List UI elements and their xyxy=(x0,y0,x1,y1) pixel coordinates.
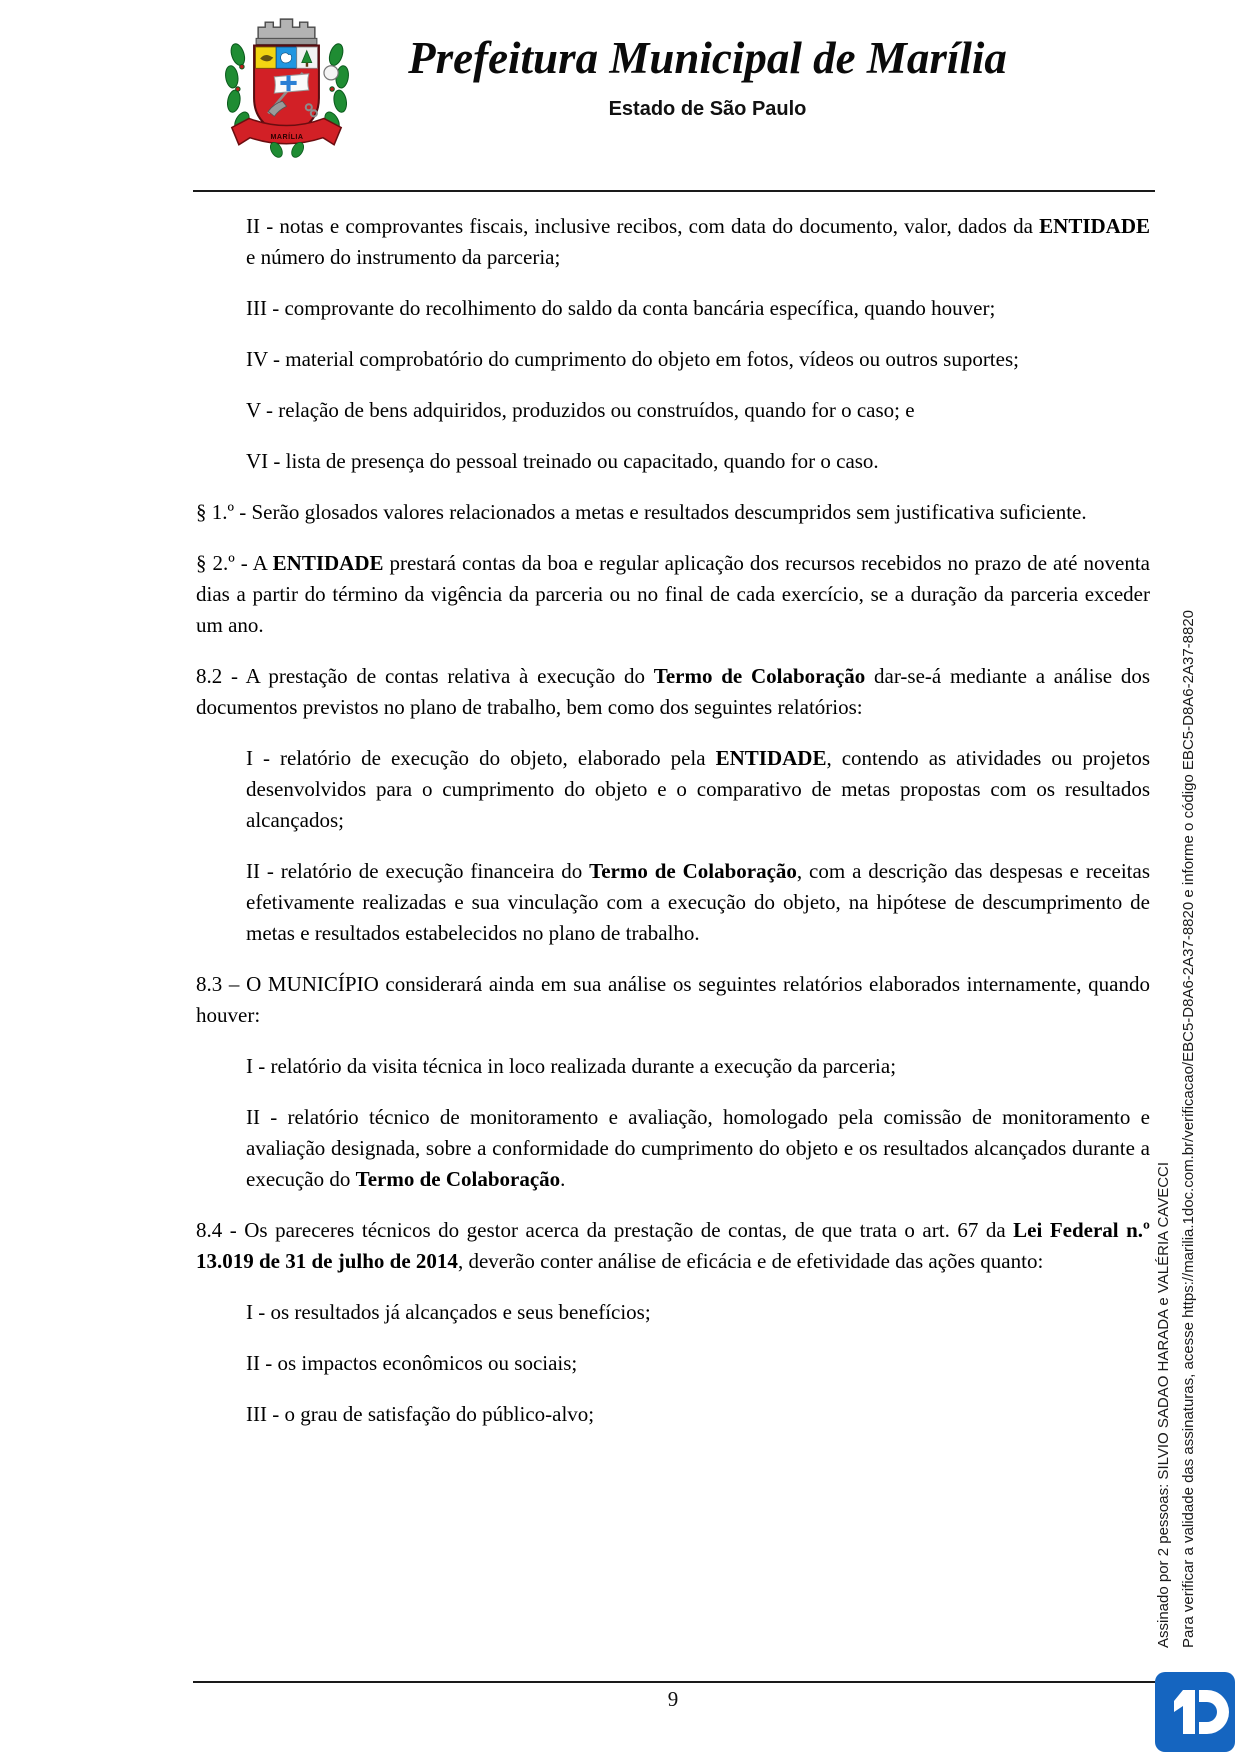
paragraph: III - comprovante do recolhimento do saldo da conta bancária específica, quando houver; xyxy=(246,296,996,320)
paragraph: I - relatório da visita técnica in loco realizada durante a execução da parceria; xyxy=(246,1054,897,1078)
page-number: 9 xyxy=(667,1687,679,1711)
header-divider xyxy=(193,190,1155,192)
paragraph: III - o grau de satisfação do público-alvo; xyxy=(246,1402,595,1426)
footer-divider xyxy=(193,1681,1155,1683)
header-subtitle: Estado de São Paulo xyxy=(608,98,807,120)
paragraph: V - relação de bens adquiridos, produzidos ou construídos, quando for o caso; e xyxy=(246,398,915,422)
paragraph: II - relatório de execução financeira do Termo de Colaboração, com a descrição das despesas e receitas efetivamente realizadas e sua vinculação com a execução do objeto, na hipótese de descumprimento de metas e resultados estabelecidos no plano de trabalho. xyxy=(246,859,1150,945)
paragraph: 8.3 – O MUNICÍPIO considerará ainda em sua análise os seguintes relatórios elaborados internamente, quando houver: xyxy=(196,972,1150,1027)
verification-link-text: Para verificar a validade das assinaturas, acesse https://marilia.1doc.com.br/verificacao/EBC5-D8A6-2A37-8820 e informe o código EBC5-D8A6-2A37-8820 xyxy=(1180,609,1197,1648)
crest-crown-icon xyxy=(258,19,315,40)
paragraph: II - os impactos econômicos ou sociais; xyxy=(246,1351,578,1375)
paragraph: II - relatório técnico de monitoramento e avaliação, homologado pela comissão de monitoramento e avaliação designada, sobre a conformidade do cumprimento do objeto e os resultados alcançados durante a execução do Termo de Colaboração. xyxy=(246,1105,1150,1191)
signature-info-text: Assinado por 2 pessoas: SILVIO SADAO HARADA e VALÉRIA CAVECCI xyxy=(1155,1161,1172,1648)
paragraph: IV - material comprobatório do cumprimento do objeto em fotos, vídeos ou outros suportes; xyxy=(246,347,1019,371)
signature-strip xyxy=(1151,566,1201,1648)
paragraph: VI - lista de presença do pessoal treinado ou capacitado, quando for o caso. xyxy=(246,449,879,473)
paragraph: § 1.º - Serão glosados valores relacionados a metas e resultados descumpridos sem justificativa suficiente. xyxy=(196,500,1087,524)
page-title: Prefeitura Municipal de Marília xyxy=(408,33,1007,83)
1doc-logo xyxy=(1155,1672,1235,1752)
paragraph: § 2.º - A ENTIDADE prestará contas da boa e regular aplicação dos recursos recebidos no prazo de até noventa dias a partir do término da vigência da parceria ou no final de cada exercício, se a duração da parceria exceder um ano. xyxy=(196,551,1150,637)
crest-ribbon-text: MARÍLIA xyxy=(270,133,304,142)
document-body xyxy=(196,211,1150,1450)
paragraph: 8.2 - A prestação de contas relativa à execução do Termo de Colaboração dar-se-á mediante a análise dos documentos previstos no plano de trabalho, bem como dos seguintes relatórios: xyxy=(196,664,1150,719)
marilia-coat-of-arms xyxy=(213,10,361,162)
paragraph: I - relatório de execução do objeto, elaborado pela ENTIDADE, contendo as atividades ou projetos desenvolvidos para o cumprimento do objeto e o comparativo de metas propostas com os resultados alcançados; xyxy=(246,746,1150,832)
paragraph: I - os resultados já alcançados e seus benefícios; xyxy=(246,1300,651,1324)
paragraph: II - notas e comprovantes fiscais, inclusive recibos, com data do documento, valor, dados da ENTIDADE e número do instrumento da parceria; xyxy=(246,214,1150,269)
crest-cotton-icon xyxy=(324,66,338,80)
paragraph: 8.4 - Os pareceres técnicos do gestor acerca da prestação de contas, de que trata o art. 67 da Lei Federal n.º 13.019 de 31 de julho de 2014, deverão conter análise de eficácia e de efetividade das ações quanto: xyxy=(196,1218,1150,1273)
header-text xyxy=(350,32,1065,121)
